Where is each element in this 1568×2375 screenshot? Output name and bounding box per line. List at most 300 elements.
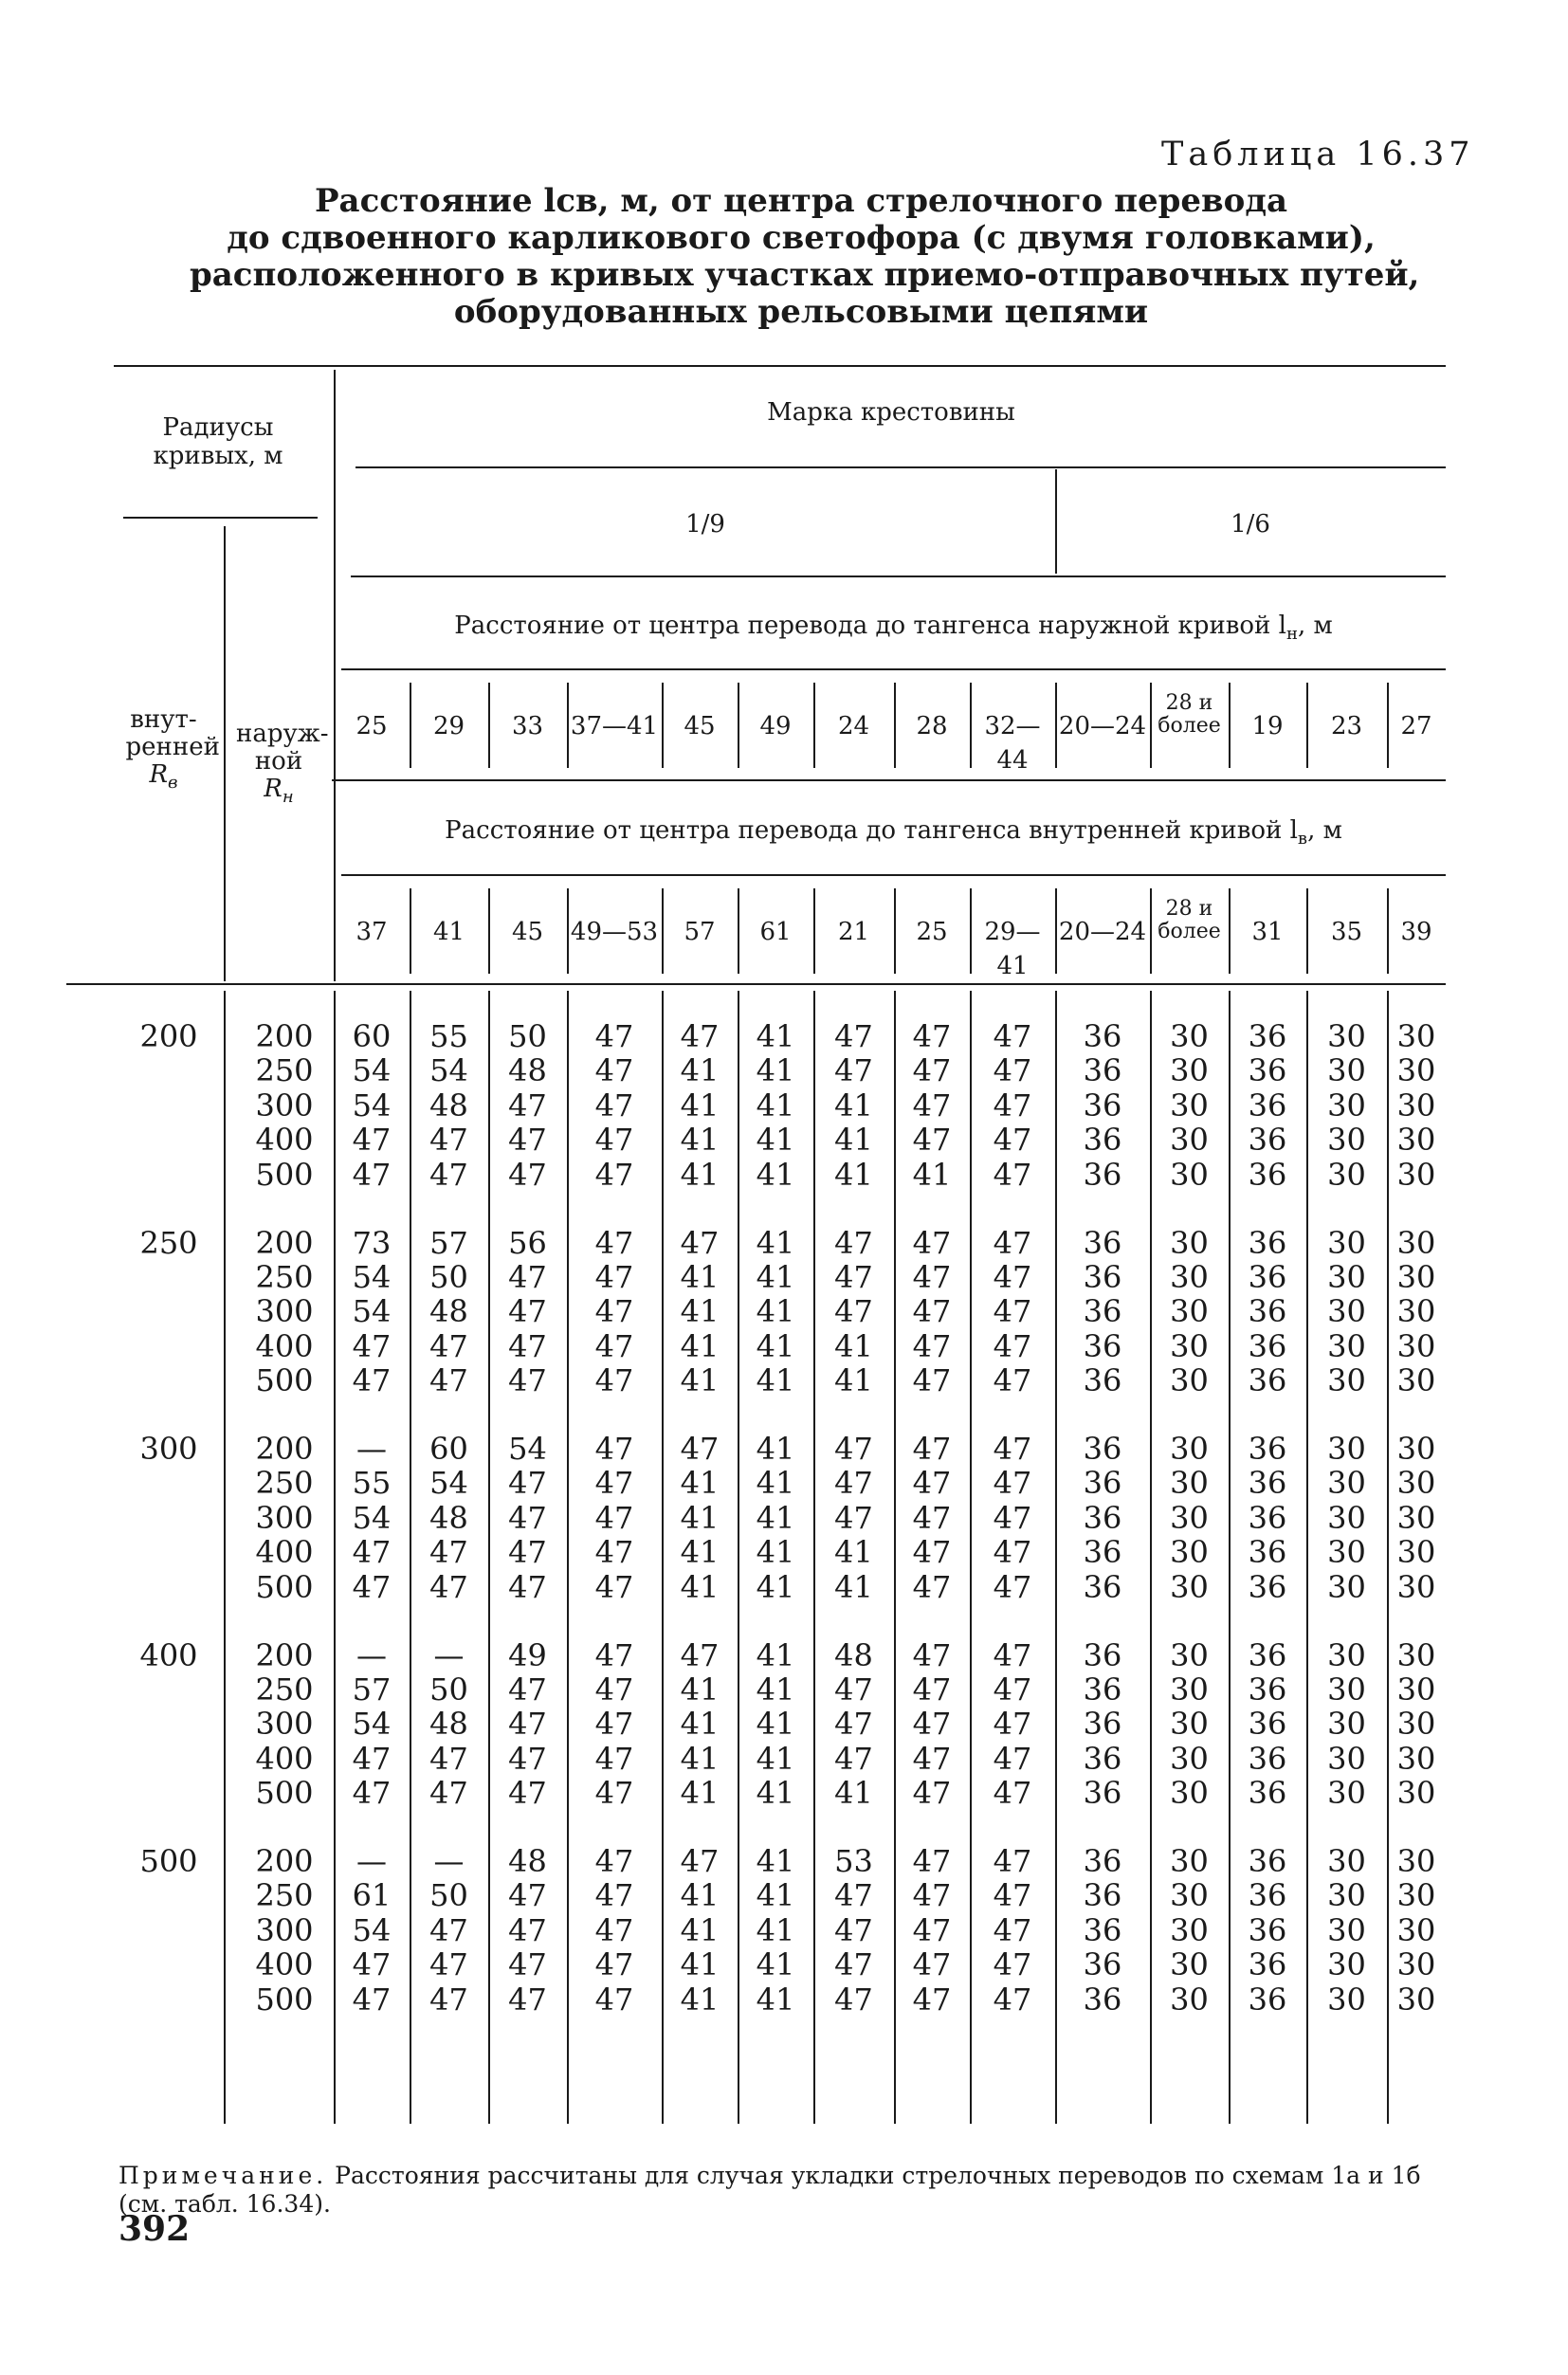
distance-cell: 47 (429, 1122, 468, 1159)
outer-radius-header (224, 721, 334, 811)
distance-cell: 47 (508, 1258, 547, 1295)
distance-cell: 30 (1170, 1327, 1209, 1364)
inner-radius-cell: 300 (139, 1431, 198, 1467)
column-divider (894, 888, 896, 974)
distance-cell: 36 (1248, 1465, 1287, 1502)
table-number-label: Таблица 16.37 (1161, 136, 1475, 174)
mark-rule (356, 466, 1446, 468)
distance-cell: 30 (1396, 1293, 1436, 1330)
inner-radius-symbol (114, 761, 213, 796)
distance-cell: 41 (680, 1465, 720, 1502)
column-divider (970, 683, 972, 768)
distance-cell: 47 (993, 1052, 1032, 1089)
distance-cell: 47 (912, 1534, 952, 1571)
distance-cell: 47 (508, 1465, 547, 1502)
distance-cell: 41 (680, 1877, 720, 1914)
distance-cell: 47 (508, 1877, 547, 1914)
distance-cell: 41 (680, 1362, 720, 1399)
inner-radius-cell: 400 (139, 1636, 198, 1673)
outer-distance-value: 25 (356, 712, 388, 740)
distance-cell: 57 (429, 1224, 468, 1261)
page-number: 392 (119, 2209, 191, 2249)
distance-cell: 47 (680, 1843, 720, 1879)
distance-cell: 47 (508, 1671, 547, 1708)
r-symbol: R (149, 760, 169, 789)
distance-cell: 41 (680, 1911, 720, 1948)
distance-cell: 56 (508, 1224, 547, 1261)
distance-cell: 47 (912, 1362, 952, 1399)
distance-cell: 41 (756, 1052, 795, 1089)
distance-cell: 41 (680, 1568, 720, 1605)
inner-radius-cell: 250 (139, 1224, 198, 1261)
distance-cell: 41 (756, 1877, 795, 1914)
distance-cell: 53 (834, 1843, 873, 1879)
distance-cell: 36 (1248, 1911, 1287, 1948)
outer-radius-cell: 500 (255, 1568, 314, 1605)
distance-cell: 47 (993, 1431, 1032, 1467)
distance-cell: 41 (756, 1431, 795, 1467)
distance-cell: 41 (756, 1224, 795, 1261)
distance-cell: 49 (508, 1636, 547, 1673)
distance-cell: 41 (834, 1122, 873, 1159)
distance-cell: 47 (352, 1775, 392, 1812)
mark-1-9: 1/9 (685, 510, 725, 539)
distance-cell: 47 (508, 1362, 547, 1399)
distance-cell: 48 (429, 1293, 468, 1330)
title-line: до сдвоенного карликового светофора (с двумя головками), (227, 219, 1376, 257)
distance-cell: 47 (429, 1946, 468, 1983)
outer-distance-value: 49 (759, 712, 792, 740)
distance-cell: 41 (756, 1740, 795, 1777)
distance-cell: 30 (1170, 1981, 1209, 2018)
distance-cell: 47 (834, 1911, 873, 1948)
ln-caption-rule (341, 668, 1446, 670)
distance-cell: 41 (680, 1981, 720, 2018)
distance-cell: 41 (756, 1843, 795, 1879)
distance-cell: 47 (912, 1981, 952, 2018)
distance-cell: 30 (1170, 1122, 1209, 1159)
distance-cell: 47 (993, 1087, 1032, 1124)
outer-radius-cell: 200 (255, 1843, 314, 1879)
distance-cell: 36 (1083, 1362, 1122, 1399)
distance-cell: 30 (1327, 1671, 1366, 1708)
distance-cell: 48 (429, 1706, 468, 1743)
distance-cell: 41 (756, 1981, 795, 2018)
distance-cell: 47 (429, 1156, 468, 1193)
distance-cell: 41 (680, 1258, 720, 1295)
distance-cell: 30 (1327, 1258, 1366, 1295)
distance-cell: 47 (993, 1671, 1032, 1708)
distance-cell: 47 (993, 1877, 1032, 1914)
distance-cell: 47 (594, 1775, 634, 1812)
distance-cell: 36 (1083, 1293, 1122, 1330)
distance-cell: 41 (756, 1911, 795, 1948)
distance-cell: 47 (508, 1568, 547, 1605)
distance-cell: 30 (1327, 1534, 1366, 1571)
distance-cell: 47 (993, 1911, 1032, 1948)
distance-cell: 30 (1396, 1465, 1436, 1502)
distance-cell: 36 (1083, 1018, 1122, 1054)
r-symbol: R (264, 775, 283, 803)
distance-cell: 30 (1327, 1911, 1366, 1948)
outer-radius-cell: 500 (255, 1981, 314, 2018)
distance-cell: 36 (1248, 1052, 1287, 1089)
distance-cell: 47 (594, 1946, 634, 1983)
distance-cell: 36 (1248, 1224, 1287, 1261)
inner-distance-value: 45 (511, 918, 544, 946)
distance-cell: 30 (1396, 1327, 1436, 1364)
distance-cell: 41 (834, 1775, 873, 1812)
distance-cell: 30 (1327, 1740, 1366, 1777)
distance-cell: 47 (993, 1258, 1032, 1295)
distance-cell: 47 (993, 1636, 1032, 1673)
distance-cell: 36 (1083, 1911, 1122, 1948)
distance-cell: 36 (1248, 1122, 1287, 1159)
distance-cell: 54 (352, 1087, 392, 1124)
distance-cell: 36 (1248, 1362, 1287, 1399)
distance-cell: 61 (352, 1877, 392, 1914)
inner-distance-value: 37 (356, 918, 388, 946)
distance-cell: 36 (1083, 1499, 1122, 1536)
distance-cell: 47 (594, 1671, 634, 1708)
distance-cell: 30 (1327, 1087, 1366, 1124)
distance-cell: 47 (993, 1775, 1032, 1812)
distance-cell: 41 (756, 1946, 795, 1983)
distance-cell: 30 (1170, 1568, 1209, 1605)
distance-cell: 41 (680, 1775, 720, 1812)
distance-cell: 41 (756, 1018, 795, 1054)
radii-header: Радиусы кривых, м (153, 413, 283, 470)
distance-cell: 47 (993, 1018, 1032, 1054)
distance-cell: 47 (508, 1499, 547, 1536)
outer-distance-subscript: н (1285, 624, 1298, 645)
distance-cell: 47 (352, 1362, 392, 1399)
distance-cell: 30 (1327, 1499, 1366, 1536)
column-divider (813, 683, 815, 768)
column-divider (1306, 683, 1308, 768)
distance-cell: 41 (834, 1568, 873, 1605)
distance-cell: 47 (912, 1087, 952, 1124)
distance-cell: 50 (429, 1877, 468, 1914)
radii-divider-rule (123, 517, 318, 519)
outer-distance-value: 23 (1330, 712, 1363, 740)
outer-radius-cell: 400 (255, 1946, 314, 1983)
column-divider (738, 683, 739, 768)
distance-cell: 36 (1248, 1740, 1287, 1777)
distance-cell: 47 (352, 1327, 392, 1364)
inner-distance-value: 35 (1330, 918, 1363, 946)
distance-cell: 47 (912, 1706, 952, 1743)
distance-cell: 47 (912, 1946, 952, 1983)
distance-cell: 47 (508, 1293, 547, 1330)
distance-cell: 36 (1083, 1534, 1122, 1571)
distance-cell: 47 (993, 1122, 1032, 1159)
distance-cell: 54 (352, 1499, 392, 1536)
table-note (119, 2162, 1465, 2219)
distance-cell: 41 (756, 1775, 795, 1812)
distance-cell: 36 (1083, 1465, 1122, 1502)
distance-cell: 47 (834, 1706, 873, 1743)
distance-cell: 30 (1327, 1018, 1366, 1054)
distance-cell: 47 (993, 1534, 1032, 1571)
distance-cell: 30 (1170, 1775, 1209, 1812)
distance-cell: 55 (352, 1465, 392, 1502)
inner-distance-value: 21 (837, 918, 870, 946)
distance-cell: 47 (594, 1911, 634, 1948)
distance-cell: 47 (912, 1293, 952, 1330)
distance-cell: 36 (1248, 1156, 1287, 1193)
distance-cell: 41 (756, 1156, 795, 1193)
distance-cell: 41 (756, 1706, 795, 1743)
distance-cell: 30 (1170, 1293, 1209, 1330)
distance-cell: 41 (680, 1122, 720, 1159)
distance-cell: 50 (508, 1018, 547, 1054)
distance-cell: 41 (680, 1087, 720, 1124)
inner-radius-cell: 200 (139, 1018, 198, 1054)
distance-cell: 48 (508, 1843, 547, 1879)
distance-cell: 47 (912, 1052, 952, 1089)
distance-cell: 47 (429, 1911, 468, 1948)
distance-cell: 36 (1248, 1877, 1287, 1914)
distance-cell: 30 (1396, 1636, 1436, 1673)
title-line: оборудованных рельсовыми цепями (453, 293, 1149, 331)
distance-cell: 30 (1327, 1981, 1366, 2018)
distance-cell: 47 (834, 1258, 873, 1295)
distance-cell: 30 (1170, 1499, 1209, 1536)
inner-radius-label: внут-ренней (125, 705, 220, 761)
distance-cell: 47 (912, 1122, 952, 1159)
distance-cell: 36 (1248, 1981, 1287, 2018)
distance-cell: 41 (680, 1534, 720, 1571)
distance-cell: 36 (1083, 1568, 1122, 1605)
distance-cell: 30 (1396, 1156, 1436, 1193)
distance-cell: 47 (594, 1740, 634, 1777)
distance-cell: 36 (1248, 1087, 1287, 1124)
distance-cell: 47 (834, 1293, 873, 1330)
distance-cell: 36 (1248, 1258, 1287, 1295)
distance-cell: 36 (1248, 1293, 1287, 1330)
distance-cell: 47 (912, 1911, 952, 1948)
inner-distance-text: Расстояние от центра перевода до тангенса внутренней кривой l (445, 816, 1298, 845)
distance-cell: 41 (912, 1156, 952, 1193)
distance-cell: 47 (352, 1740, 392, 1777)
table-top-rule (114, 365, 1446, 367)
distance-cell: 47 (912, 1671, 952, 1708)
header-left-divider (334, 370, 336, 981)
column-divider (488, 683, 490, 768)
distance-cell: 47 (912, 1499, 952, 1536)
outer-radius-symbol (224, 776, 334, 811)
distance-cell: 47 (508, 1327, 547, 1364)
outer-radius-cell: 200 (255, 1636, 314, 1673)
distance-cell: 30 (1170, 1258, 1209, 1295)
distance-cell: 47 (352, 1534, 392, 1571)
distance-cell: 47 (680, 1018, 720, 1054)
distance-cell: 30 (1170, 1018, 1209, 1054)
distance-cell: 36 (1083, 1431, 1122, 1467)
distance-cell: 47 (993, 1568, 1032, 1605)
distance-cell: 30 (1170, 1671, 1209, 1708)
distance-cell: 36 (1083, 1671, 1122, 1708)
distance-cell: 30 (1396, 1087, 1436, 1124)
title-line: расположенного в кривых участках приемо-отправочных путей, (190, 256, 1420, 294)
distance-cell: 47 (429, 1775, 468, 1812)
distance-cell: 47 (834, 1740, 873, 1777)
r-subscript: н (282, 787, 294, 808)
distance-cell: 36 (1083, 1052, 1122, 1089)
distance-cell: 30 (1396, 1534, 1436, 1571)
distance-cell: 30 (1396, 1843, 1436, 1879)
distance-cell: 54 (352, 1258, 392, 1295)
distance-cell: 36 (1083, 1087, 1122, 1124)
distance-cell: 47 (594, 1706, 634, 1743)
distance-cell: 36 (1083, 1775, 1122, 1812)
distance-cell: 41 (680, 1499, 720, 1536)
distance-cell: 36 (1248, 1534, 1287, 1571)
outer-distance-value: 28 (916, 712, 948, 740)
inner-distance-subscript: в (1297, 829, 1308, 850)
distance-cell: 30 (1396, 1946, 1436, 1983)
column-divider (1055, 888, 1057, 974)
distance-cell: 47 (594, 1327, 634, 1364)
distance-cell: 30 (1170, 1156, 1209, 1193)
column-divider (1150, 683, 1152, 768)
distance-cell: 41 (680, 1156, 720, 1193)
distance-cell: 47 (352, 1568, 392, 1605)
distance-cell: 47 (594, 1843, 634, 1879)
distance-cell: 30 (1396, 1362, 1436, 1399)
distance-cell: 41 (834, 1362, 873, 1399)
outer-distance-caption (341, 612, 1446, 648)
inner-distance-value: 49—53 (570, 918, 659, 946)
column-divider (813, 888, 815, 974)
distance-cell: 30 (1327, 1636, 1366, 1673)
distance-cell: — (433, 1636, 465, 1673)
distance-cell: 47 (834, 1431, 873, 1467)
distance-cell: 50 (429, 1671, 468, 1708)
distance-cell: 36 (1083, 1636, 1122, 1673)
distance-cell: 30 (1170, 1946, 1209, 1983)
distance-cell: 47 (993, 1293, 1032, 1330)
distance-cell: 36 (1248, 1568, 1287, 1605)
distance-cell: 30 (1396, 1877, 1436, 1914)
distance-cell: 47 (429, 1534, 468, 1571)
distance-cell: 54 (352, 1052, 392, 1089)
distance-cell: 41 (834, 1087, 873, 1124)
distance-cell: 30 (1327, 1224, 1366, 1261)
distance-cell: 57 (352, 1671, 392, 1708)
outer-radius-cell: 250 (255, 1877, 314, 1914)
outer-distance-value: 19 (1251, 712, 1284, 740)
distance-cell: 54 (429, 1465, 468, 1502)
distance-cell: 47 (912, 1431, 952, 1467)
distance-cell: 47 (912, 1636, 952, 1673)
distance-cell: 41 (680, 1946, 720, 1983)
distance-cell: 47 (508, 1534, 547, 1571)
inner-distance-value: 29—41 (984, 918, 1041, 980)
header-bottom-rule (66, 983, 1446, 985)
distance-cell: 73 (352, 1224, 392, 1261)
column-divider (1387, 888, 1389, 974)
distance-cell: 47 (594, 1362, 634, 1399)
distance-cell: 36 (1248, 1671, 1287, 1708)
distance-cell: 47 (594, 1087, 634, 1124)
column-divider (410, 888, 411, 974)
distance-cell: 48 (834, 1636, 873, 1673)
column-divider (488, 888, 490, 974)
distance-cell: 41 (756, 1362, 795, 1399)
distance-cell: 47 (993, 1499, 1032, 1536)
mark-1-6: 1/6 (1231, 510, 1270, 539)
distance-cell: 48 (508, 1052, 547, 1089)
outer-distance-value: 20—24 (1058, 712, 1147, 740)
distance-cell: 41 (756, 1671, 795, 1708)
distance-cell: 60 (352, 1018, 392, 1054)
distance-cell: 47 (594, 1877, 634, 1914)
outer-distance-value: 32—44 (984, 712, 1041, 775)
outer-radius-cell: 250 (255, 1052, 314, 1089)
distance-cell: 30 (1396, 1431, 1436, 1467)
lv-caption-rule (341, 874, 1446, 876)
distance-cell: 47 (834, 1052, 873, 1089)
inner-distance-value: 31 (1251, 918, 1284, 946)
distance-cell: 47 (594, 1156, 634, 1193)
distance-cell: 47 (993, 1327, 1032, 1364)
inner-distance-value: 25 (916, 918, 948, 946)
outer-radius-cell: 500 (255, 1775, 314, 1812)
outer-radius-cell: 200 (255, 1018, 314, 1054)
distance-cell: 41 (756, 1327, 795, 1364)
distance-cell: 30 (1396, 1740, 1436, 1777)
distance-cell: 36 (1248, 1843, 1287, 1879)
distance-cell: 30 (1327, 1465, 1366, 1502)
distance-cell: 36 (1083, 1156, 1122, 1193)
inner-distance-value: 57 (684, 918, 716, 946)
note-text: Расстояния рассчитаны для случая укладки стрелочных переводов по схемам 1а и 1б (см. табл. 16.34). (119, 2162, 1421, 2218)
distance-cell: 47 (834, 1946, 873, 1983)
distance-cell: 30 (1170, 1534, 1209, 1571)
column-divider (410, 683, 411, 768)
column-divider (662, 683, 664, 768)
distance-cell: 30 (1327, 1843, 1366, 1879)
distance-cell: 41 (756, 1258, 795, 1295)
distance-cell: 36 (1083, 1843, 1122, 1879)
distance-cell: 47 (912, 1465, 952, 1502)
outer-radius-cell: 300 (255, 1499, 314, 1536)
inner-distance-value: 61 (759, 918, 792, 946)
distance-cell: 47 (993, 1981, 1032, 2018)
distance-cell: 54 (352, 1706, 392, 1743)
column-divider (970, 888, 972, 974)
distance-cell: 30 (1396, 1122, 1436, 1159)
inner-distance-value: 20—24 (1058, 918, 1147, 946)
distance-cell: 54 (352, 1293, 392, 1330)
column-divider (1229, 683, 1231, 768)
inner-distance-value: 41 (432, 918, 465, 946)
distance-cell: 47 (834, 1981, 873, 2018)
distance-cell: — (356, 1431, 387, 1467)
distance-cell: 47 (429, 1981, 468, 2018)
distance-cell: 30 (1170, 1052, 1209, 1089)
distance-cell: 47 (594, 1534, 634, 1571)
distance-cell: 47 (993, 1362, 1032, 1399)
column-divider (1306, 888, 1308, 974)
distance-cell: 41 (680, 1327, 720, 1364)
distance-cell: 47 (594, 1224, 634, 1261)
distance-cell: 47 (352, 1946, 392, 1983)
distance-cell: 41 (756, 1534, 795, 1571)
distance-cell: 47 (429, 1327, 468, 1364)
